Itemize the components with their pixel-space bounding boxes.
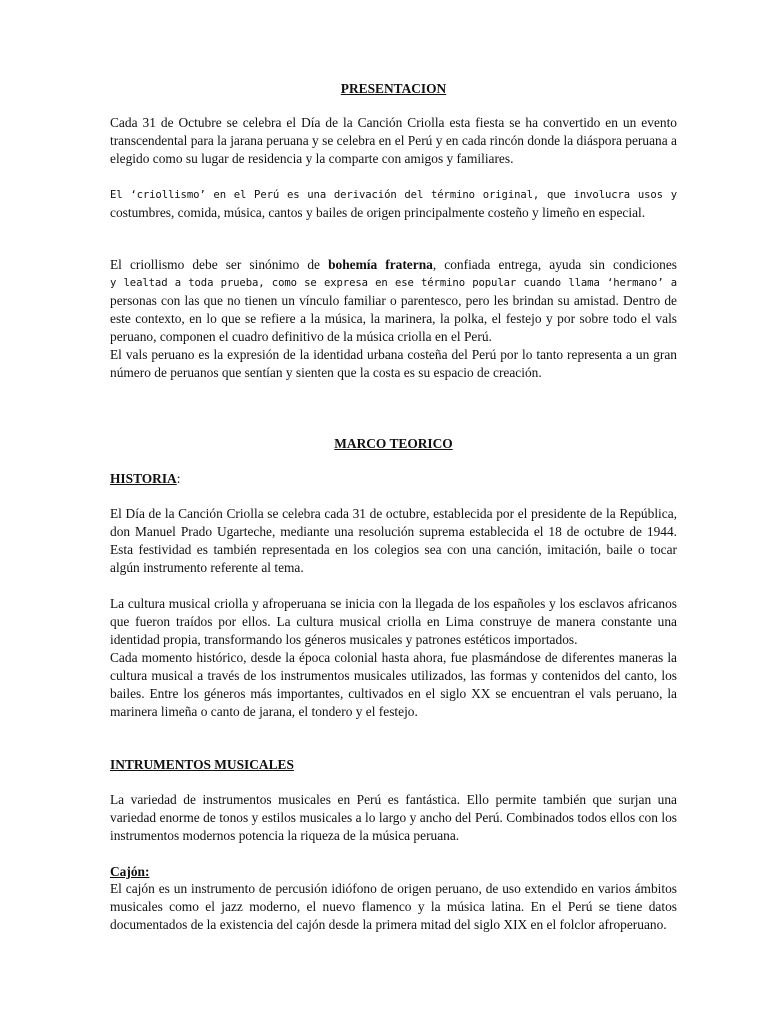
cajon-heading: Cajón: <box>110 864 150 879</box>
cajon-paragraph: El cajón es un instrumento de percusión idiófono de origen peruano, de uso extendido en varios ámbitos musicales como el jazz moderno, el nuevo flamenco y la música latina. En el Perú se tiene datos documentados de la existencia del cajón desde la primera mitad del siglo XIX en el folclor afroperuano. <box>110 881 677 932</box>
presentacion-paragraph-3-rest: personas con las que no tienen un vínculo familiar o parentesco, pero les brindan su amistad. Dentro de este contexto, en lo que se refiere a la música, la marinera, la polka, el festejo y por sobre todo el vals peruano, componen el cuadro definitivo de la música criolla en el Perú. <box>110 293 677 344</box>
historia-heading: HISTORIA: <box>110 471 181 486</box>
presentacion-heading: PRESENTACION <box>340 81 447 96</box>
presentacion-paragraph-3-line-2: y lealtad a toda prueba, como se expresa en ese término popular cuando llama ‘hermano’ a <box>110 277 677 289</box>
presentacion-paragraph-3-line-1: El criollismo debe ser sinónimo de bohemía fraterna, confiada entrega, ayuda sin condiciones <box>110 257 677 272</box>
historia-paragraph-3: Cada momento histórico, desde la época colonial hasta ahora, fue plasmándose de diferentes maneras la cultura musical a través de los instrumentos musicales utilizados, las formas y contenidos del canto, los bailes. Entre los géneros más importantes, cultivados en el siglo XX se encuentran el vals peruano, la marinera limeña o canto de jarana, el tondero y el festejo. <box>110 650 677 719</box>
presentacion-paragraph-4: El vals peruano es la expresión de la identidad urbana costeña del Perú por lo tanto representa a un gran número de peruanos que sentían y sienten que la costa es su espacio de creación. <box>110 347 677 380</box>
presentacion-paragraph-3 <box>110 256 677 382</box>
bohemia-fraterna-bold: bohemía fraterna <box>328 257 433 272</box>
presentacion-paragraph-2 <box>110 186 677 222</box>
instrumentos-heading: INTRUMENTOS MUSICALES <box>110 757 294 772</box>
historia-paragraph-2: La cultura musical criolla y afroperuana se inicia con la llegada de los españoles y los esclavos africanos que fueron traídos por ellos. La cultura musical criolla en Lima construye de manera constante una identidad propia, transformando los géneros musicales y patrones estéticos importados. <box>110 596 677 647</box>
presentacion-paragraph-2-line-1: El ‘criollismo’ en el Perú es una derivación del término original, que involucra usos y <box>110 189 677 201</box>
historia-paragraphs-2-3 <box>110 595 677 721</box>
marco-teorico-heading: MARCO TEORICO <box>334 436 453 451</box>
instrumentos-paragraph: La variedad de instrumentos musicales en Perú es fantástica. Ello permite también que surjan una variedad enorme de tonos y estilos musicales a lo largo y ancho del Perú. Combinados todos ellos con los instrumentos modernos potencia la riqueza de la música peruana. <box>110 792 677 843</box>
historia-paragraph-1: El Día de la Canción Criolla se celebra cada 31 de octubre, establecida por el presidente de la República, don Manuel Prado Ugarteche, mediante una resolución suprema establecida el 18 de octubre de 1944. Esta festividad es también representada en los colegios sea con una canción, imitación, baile o tocar algún instrumento referente al tema. <box>110 506 677 575</box>
presentacion-paragraph-2-rest: costumbres, comida, música, cantos y bailes de origen principalmente costeño y limeño en especial. <box>110 205 646 220</box>
presentacion-paragraph-1: Cada 31 de Octubre se celebra el Día de la Canción Criolla esta fiesta se ha convertido en un evento transcendental para la jarana peruana y se celebra en el Perú y en cada rincón donde la diáspora peruana a elegido como su lugar de residencia y la comparte con amigos y familiares. <box>110 115 677 166</box>
